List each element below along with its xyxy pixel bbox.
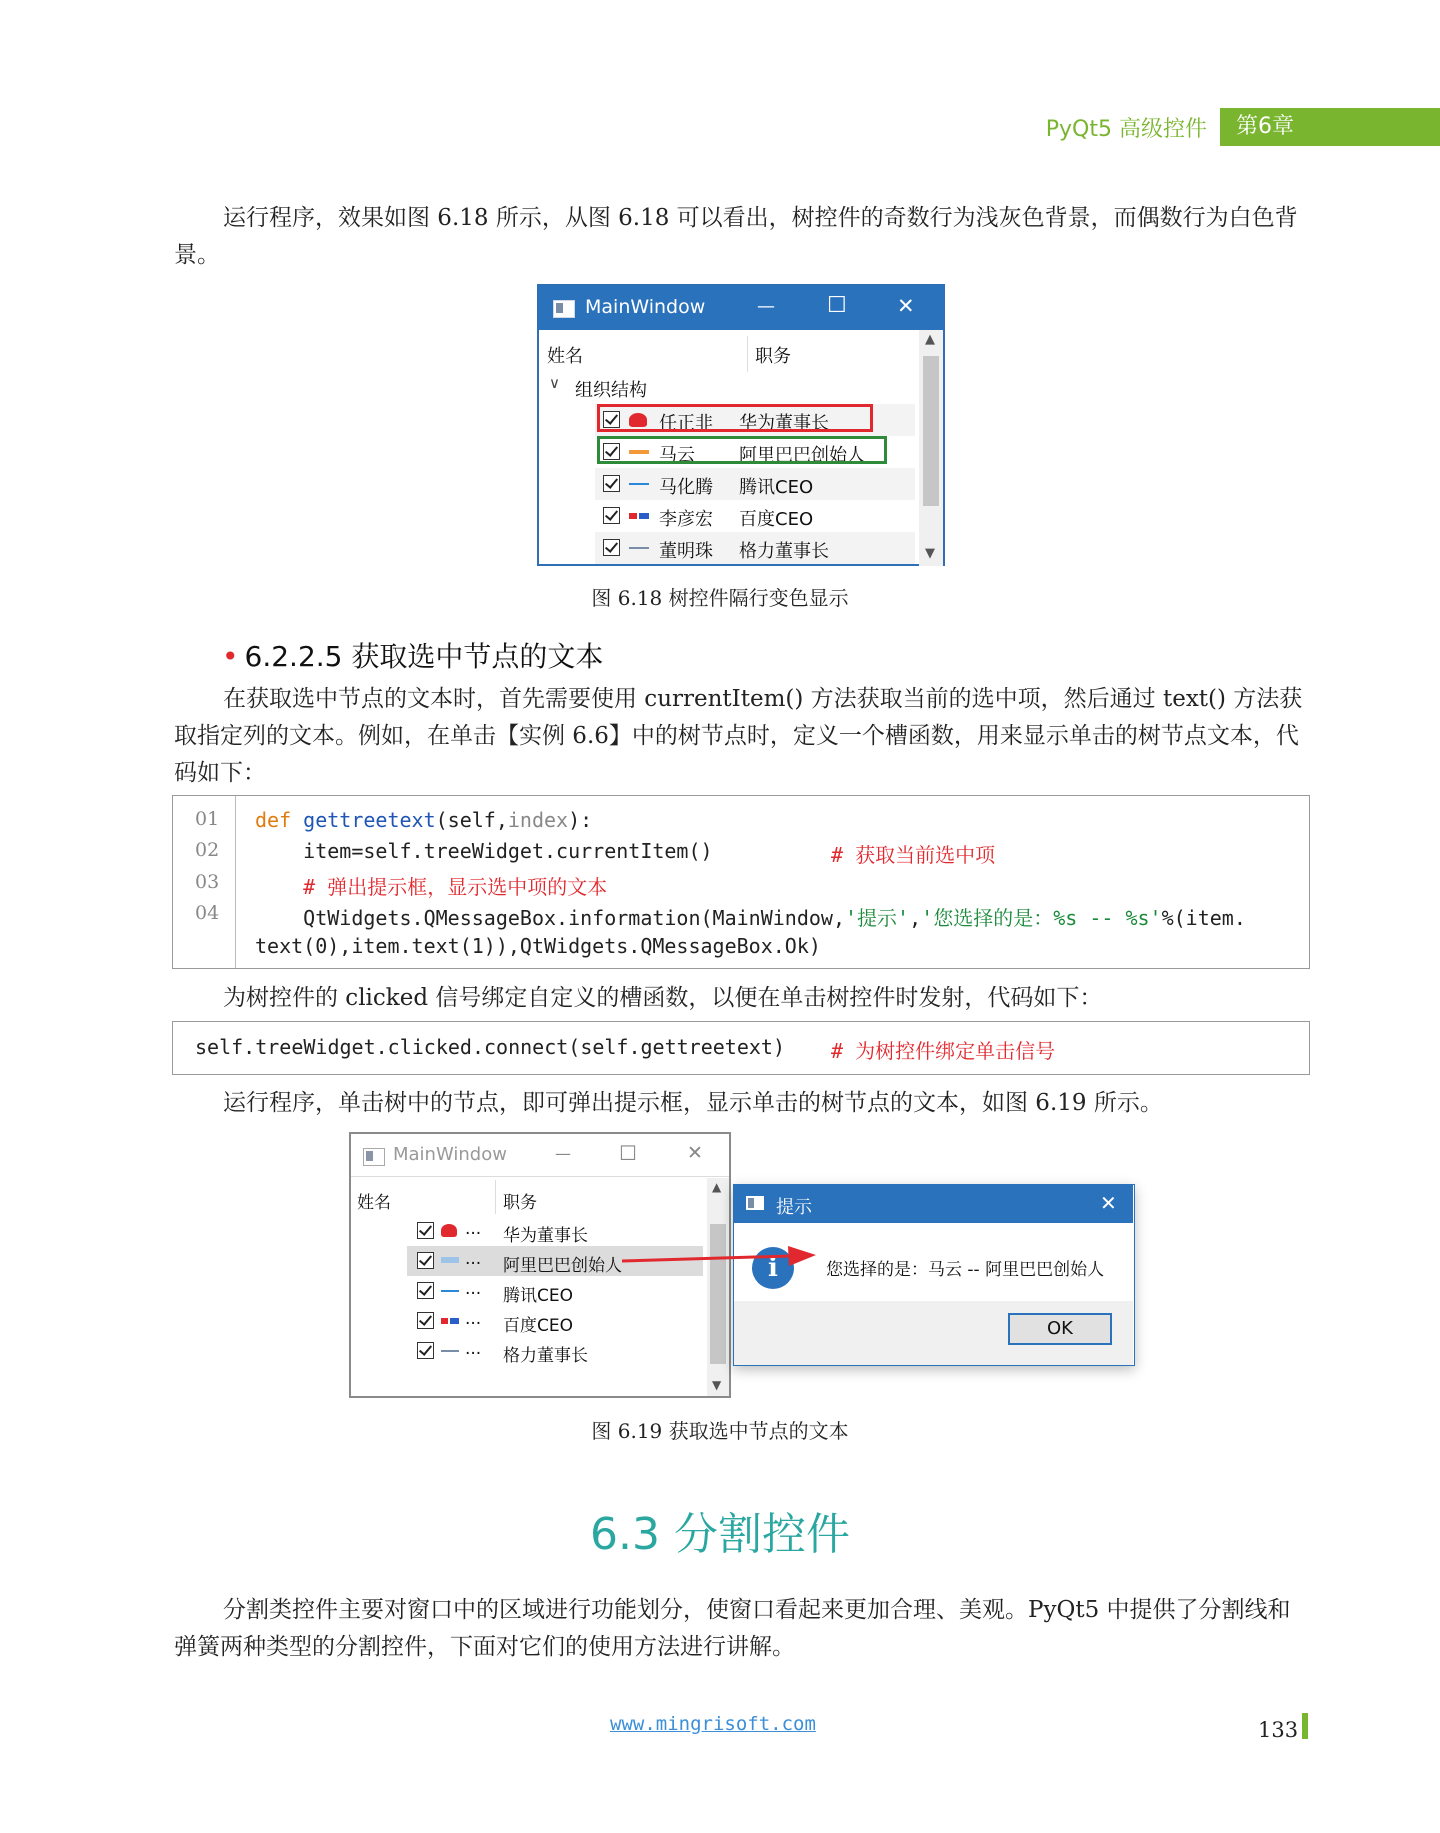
column-header-name[interactable]: 姓名 (357, 1193, 391, 1213)
figure-caption-619: 图 6.19 获取选中节点的文本 (591, 1419, 849, 1443)
code-line: self.treeWidget.clicked.connect(self.gettreetext) (195, 1035, 786, 1059)
page-number: 133 (1258, 1718, 1299, 1742)
row-title: 华为董事长 (739, 413, 829, 434)
tree-row[interactable] (595, 532, 915, 564)
tree-row[interactable] (595, 500, 915, 532)
close-icon[interactable]: ✕ (897, 294, 915, 318)
code-line-3: # 弹出提示框，显示选中项的文本 (255, 875, 608, 899)
window-title: MainWindow (393, 1144, 507, 1165)
dialog-titlebar (734, 1185, 1133, 1223)
red-arrow (620, 1240, 820, 1280)
code-block-1 (172, 795, 1310, 969)
scroll-down-icon[interactable]: ▼ (925, 546, 935, 561)
code-text: QtWidgets.QMessageBox.information(MainWindow, (255, 906, 846, 930)
checkbox-checked[interactable] (417, 1342, 434, 1359)
tree-row[interactable] (595, 468, 915, 500)
figure-caption-618: 图 6.18 树控件隔行变色显示 (591, 586, 849, 610)
row-name: 董明珠 (659, 541, 713, 562)
code-line-4 (255, 902, 1246, 931)
window-app-icon (363, 1148, 385, 1166)
code-function-name: gettreetext (303, 808, 436, 832)
code-text: , (909, 906, 922, 930)
row-ellipsis: ... (465, 1219, 482, 1239)
row-title: 格力董事长 (739, 541, 829, 562)
row-title: 腾讯CEO (503, 1286, 573, 1306)
scroll-up-icon[interactable]: ▲ (712, 1180, 722, 1194)
code-keyword: def (255, 808, 292, 832)
section-title: 6.2.2.5 获取选中节点的文本 (244, 640, 604, 673)
code-param: index (507, 808, 569, 832)
row-title: 百度CEO (503, 1316, 573, 1336)
info-icon: i (752, 1247, 794, 1289)
row-title: 华为董事长 (503, 1226, 588, 1246)
line-number: 01 (195, 808, 220, 830)
dialog-title: 提示 (776, 1197, 812, 1218)
bullet-dot: • (222, 640, 239, 673)
code-line-1 (255, 808, 592, 832)
window-title: MainWindow (585, 296, 706, 318)
maximize-icon[interactable]: ☐ (619, 1141, 637, 1165)
row-title: 阿里巴巴创始人 (739, 445, 865, 466)
page-number-bar (1302, 1713, 1308, 1739)
close-icon[interactable]: ✕ (1100, 1191, 1117, 1215)
row-title: 阿里巴巴创始人 (503, 1256, 622, 1276)
section-heading-6225 (222, 635, 603, 675)
row-name: 马云 (659, 445, 695, 466)
vertical-scrollbar[interactable] (707, 1178, 729, 1396)
paragraph-1: 运行程序，效果如图 6.18 所示，从图 6.18 可以看出，树控件的奇数行为浅灰色背景，而偶数行为白色背景。 (174, 205, 1298, 268)
dialog-app-icon (746, 1196, 764, 1210)
gree-logo-icon (441, 1350, 459, 1352)
dialog-message: 您选择的是：马云 -- 阿里巴巴创始人 (826, 1260, 1105, 1280)
row-ellipsis: ... (465, 1279, 482, 1299)
row-title: 腾讯CEO (739, 477, 814, 498)
ok-button[interactable]: OK (1008, 1313, 1112, 1345)
code-text: (self, (435, 808, 508, 832)
baidu-logo-icon (441, 1318, 448, 1324)
window-titlebar (351, 1134, 729, 1176)
code-comment: # 获取当前选中项 (831, 843, 996, 867)
running-header-section: PyQt5 高级控件 (1045, 117, 1207, 142)
scroll-up-icon[interactable]: ▲ (925, 332, 935, 347)
code-line-4-continued: text(0),item.text(1)),QtWidgets.QMessageBox.Ok) (255, 934, 821, 958)
checkbox-checked[interactable] (417, 1252, 434, 1269)
column-header-title[interactable]: 职务 (503, 1193, 537, 1213)
highlight-box-green (597, 436, 887, 464)
row-ellipsis: ... (465, 1339, 482, 1359)
checkbox-checked[interactable] (603, 507, 620, 524)
code-block-2 (172, 1021, 1310, 1075)
column-header-title[interactable]: 职务 (755, 346, 791, 367)
paragraph-3: 为树控件的 clicked 信号绑定自定义的槽函数，以便在单击树控件时发射，代码如下： (223, 985, 1103, 1011)
gree-logo-icon (629, 547, 649, 549)
minimize-icon[interactable]: — (757, 296, 775, 317)
row-name: 任正非 (659, 413, 713, 434)
baidu-logo-icon (629, 513, 637, 519)
vertical-scrollbar[interactable] (919, 330, 943, 566)
code-line-2: item=self.treeWidget.currentItem() (255, 839, 713, 863)
checkbox-checked[interactable] (603, 539, 620, 556)
expand-chevron-icon[interactable]: ∨ (549, 374, 560, 392)
line-number: 02 (195, 839, 220, 861)
row-ellipsis: ... (465, 1249, 482, 1269)
dialog-button-area (734, 1301, 1133, 1365)
row-ellipsis: ... (465, 1309, 482, 1329)
tree-row[interactable] (407, 1336, 703, 1366)
code-text: %(item. (1161, 906, 1246, 930)
paragraph-5: 分割类控件主要对窗口中的区域进行功能划分，使窗口看起来更加合理、美观。PyQt5 中提供了分割线和弹簧两种类型的分割控件，下面对它们的使用方法进行讲解。 (174, 1597, 1291, 1660)
minimize-icon[interactable]: — (555, 1144, 571, 1163)
huawei-logo-icon (441, 1224, 457, 1237)
alibaba-logo-icon (441, 1257, 459, 1263)
line-number: 03 (195, 871, 220, 893)
row-name: 马化腾 (659, 477, 713, 498)
paragraph-2: 在获取选中节点的文本时，首先需要使用 currentItem() 方法获取当前的选中项，然后通过 text() 方法获取指定列的文本。例如，在单击【实例 6.6】中的树节点时，定义一个槽函数，用来显示单击的树节点文本，代码如下： (174, 686, 1303, 786)
highlight-box-red (597, 404, 873, 432)
row-title: 百度CEO (739, 509, 814, 530)
checkbox-checked[interactable] (417, 1222, 434, 1239)
checkbox-checked[interactable] (417, 1312, 434, 1329)
running-header-chapter: 第6章 (1220, 108, 1440, 146)
close-icon[interactable]: ✕ (687, 1142, 703, 1164)
code-text: ): (568, 808, 593, 832)
code-string: '提示' (845, 906, 910, 930)
code-string: '您选择的是：%s -- %s' (921, 906, 1162, 930)
checkbox-checked[interactable] (603, 475, 620, 492)
window-app-icon (553, 300, 575, 318)
footer-url-link[interactable]: www.mingrisoft.com (610, 1713, 816, 1735)
tree-row[interactable] (407, 1276, 703, 1306)
scrollbar-thumb[interactable] (923, 356, 939, 506)
checkbox-checked[interactable] (417, 1282, 434, 1299)
section-heading-63: 6.3 分割控件 (590, 1509, 850, 1560)
row-name: 李彦宏 (659, 509, 713, 530)
paragraph-4: 运行程序，单击树中的节点，即可弹出提示框，显示单击的树节点的文本，如图 6.19 所示。 (223, 1090, 1163, 1116)
window-titlebar (539, 286, 943, 330)
code-comment: # 为树控件绑定单击信号 (831, 1039, 1056, 1063)
scroll-down-icon[interactable]: ▼ (712, 1378, 722, 1392)
column-header-name[interactable]: 姓名 (547, 346, 583, 367)
tree-row[interactable] (407, 1306, 703, 1336)
tencent-logo-icon (441, 1290, 459, 1292)
maximize-icon[interactable]: ☐ (827, 293, 847, 318)
tree-root-label[interactable]: 组织结构 (575, 380, 647, 401)
row-title: 格力董事长 (503, 1346, 588, 1366)
line-number: 04 (195, 902, 220, 924)
tree-window-fig618 (537, 284, 945, 566)
tencent-logo-icon (629, 483, 649, 485)
